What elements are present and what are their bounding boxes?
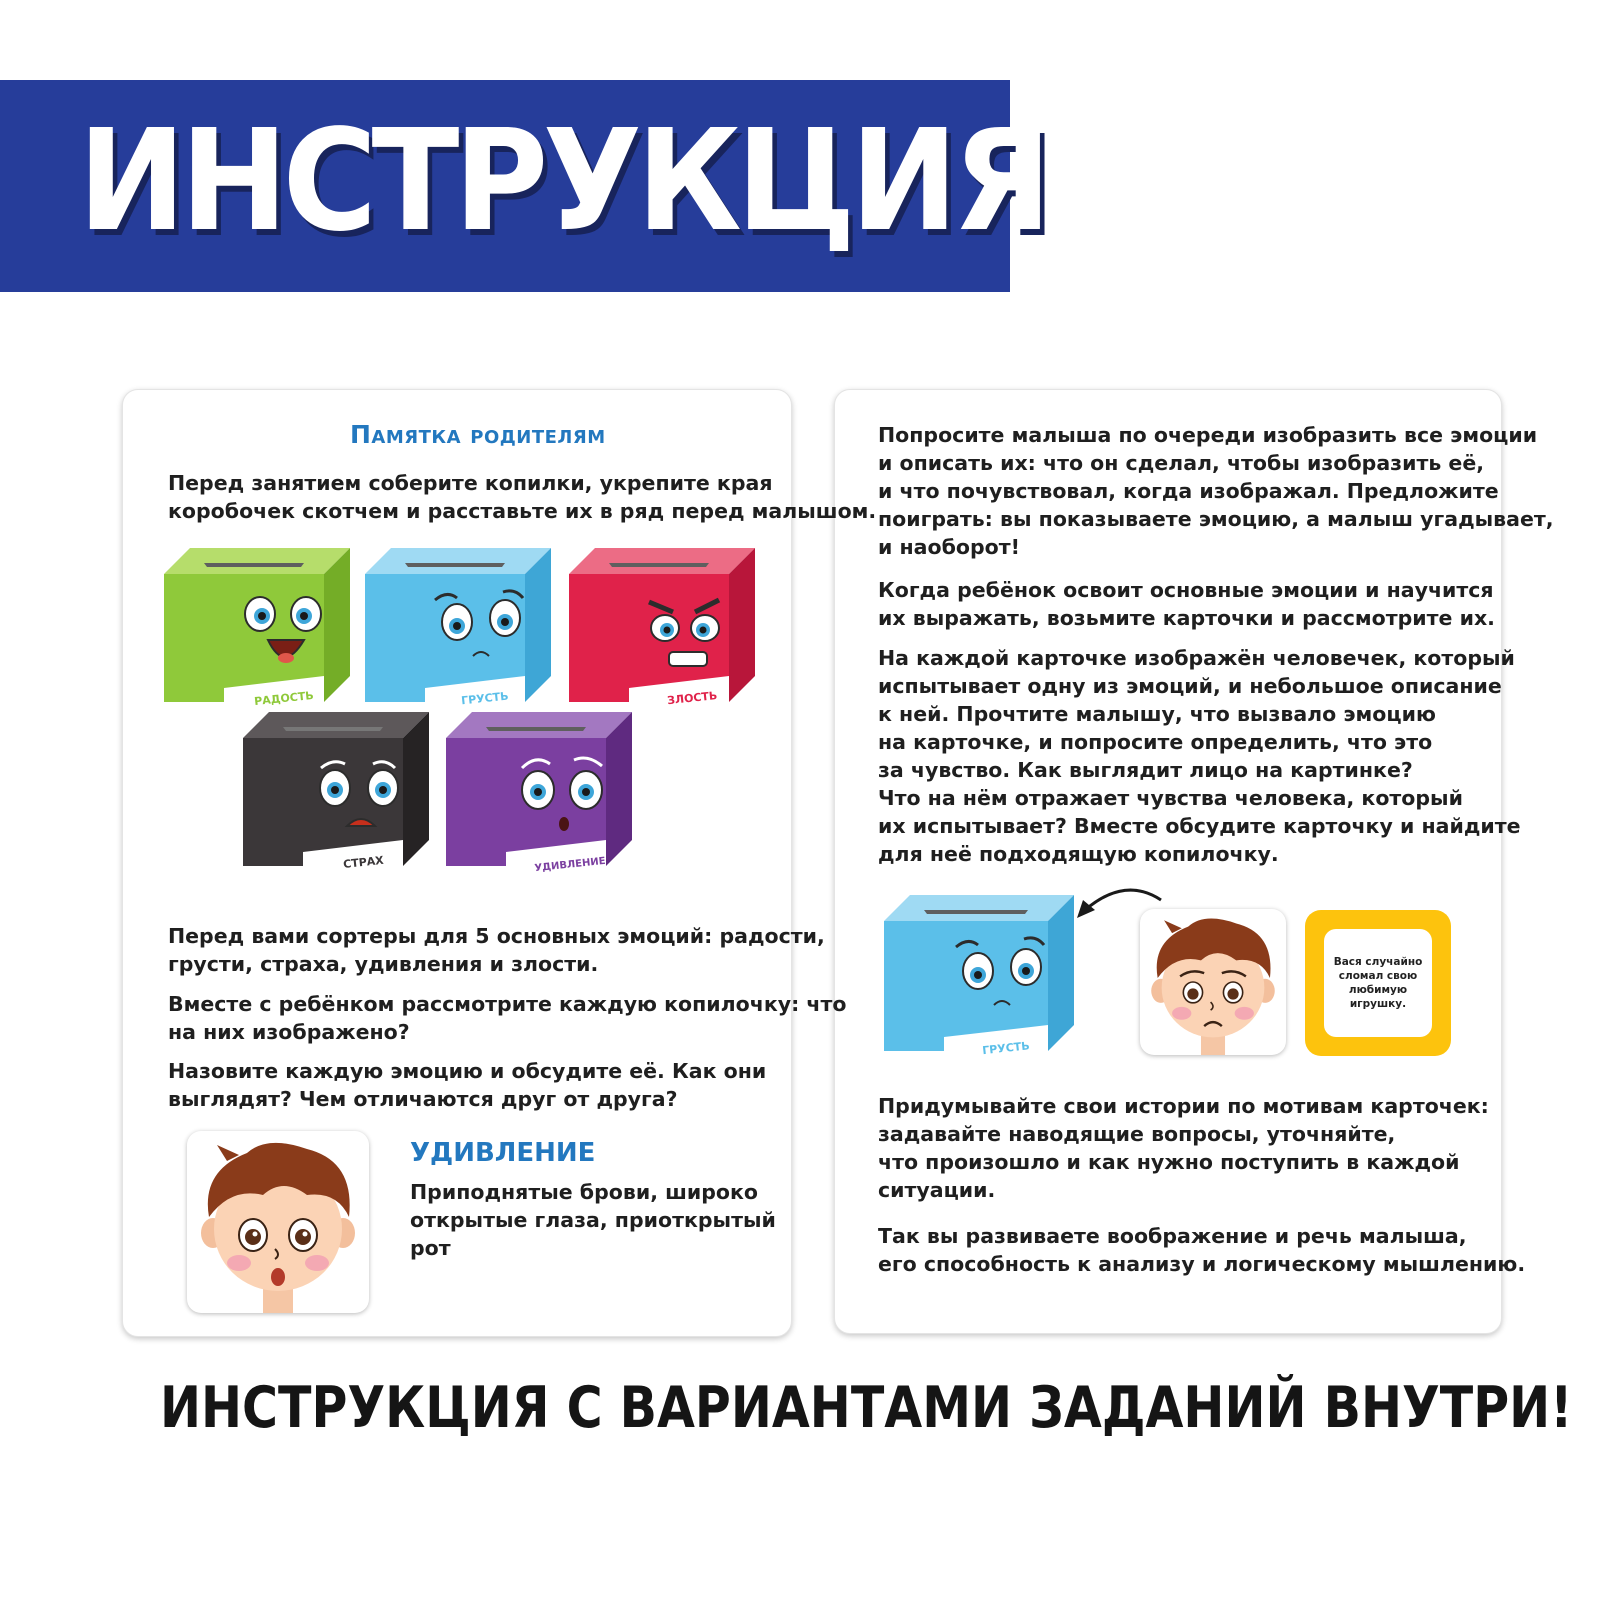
footer-caption: ИНСТРУКЦИЯ С ВАРИАНТАМИ ЗАДАНИЙ ВНУТРИ! bbox=[160, 1375, 1573, 1441]
box-fear-label: СТРАХ bbox=[342, 853, 385, 872]
sad-boy-illustration bbox=[1140, 909, 1286, 1055]
emotion-description: Приподнятые брови, широко открытые глаза, приоткрытый рот bbox=[410, 1180, 776, 1260]
right-para-stories: Придумывайте свои истории по мотивам карточек: задавайте наводящие вопросы, уточняйте, что произошло и как нужно поступить в каждой ситуации. bbox=[878, 1094, 1489, 1202]
box-fear bbox=[243, 712, 429, 884]
memo-para-look: Вместе с ребёнком рассмотрите каждую копилочку: что на них изображено? bbox=[168, 992, 847, 1044]
box-joy-label: РАДОСТЬ bbox=[253, 688, 315, 709]
example-sad-box bbox=[884, 895, 1074, 1071]
right-para-each-card: На каждой карточке изображён человечек, который испытывает одну из эмоций, и небольшое описание к ней. Прочтите малышу, что вызвало эмоцию на карточке, и попросите определить, что это за чувство. Как выглядит лицо на картинке? Что на нём отражает чувства человека, который их испытывает? Вместе обсудите карточку и найдите для неё подходящую копилочку. bbox=[878, 646, 1521, 866]
right-para-develop: Так вы развиваете воображение и речь малыша, его способность к анализу и логическому мышлению. bbox=[878, 1224, 1526, 1276]
box-sadness bbox=[365, 548, 551, 720]
example-sad-box-label: ГРУСТЬ bbox=[981, 1039, 1031, 1058]
situation-card-inner bbox=[1324, 929, 1432, 1037]
box-anger bbox=[569, 548, 755, 720]
box-anger-label: ЗЛОСТЬ bbox=[666, 689, 718, 708]
memo-intro: Перед занятием соберите копилки, укрепите края коробочек скотчем и расставьте их в ряд перед малышом. bbox=[168, 471, 877, 523]
memo-para-sorters: Перед вами сортеры для 5 основных эмоций: радости, грусти, страха, удивления и злости. bbox=[168, 924, 825, 976]
memo-title: Памятка родителям bbox=[350, 420, 606, 449]
box-joy bbox=[164, 548, 350, 720]
situation-card bbox=[1305, 910, 1451, 1056]
box-sadness-label: ГРУСТЬ bbox=[460, 689, 510, 708]
box-surprise-label: УДИВЛЕНИЕ bbox=[534, 855, 607, 875]
banner-title: ИНСТРУКЦИЯ bbox=[78, 100, 1047, 263]
situation-card-text: Вася случайно сломал свою любимую игрушку. bbox=[1333, 956, 1423, 1010]
memo-para-discuss: Назовите каждую эмоцию и обсудите её. Как они выглядят? Чем отличаются друг от друга? bbox=[168, 1059, 767, 1111]
right-para-cards: Когда ребёнок освоит основные эмоции и научится их выражать, возьмите карточки и рассмотрите их. bbox=[878, 578, 1495, 630]
surprised-boy-illustration bbox=[187, 1131, 369, 1313]
surprised-boy-card bbox=[187, 1131, 369, 1313]
emotion-name: УДИВЛЕНИЕ bbox=[410, 1138, 596, 1168]
sad-boy-card bbox=[1140, 909, 1286, 1055]
right-para-portray: Попросите малыша по очереди изобразить все эмоции и описать их: что он сделал, чтобы изобразить её, и что почувствовал, когда изображал. Предложите поиграть: вы показываете эмоцию, а малыш угадывает, и наоборот! bbox=[878, 423, 1554, 559]
box-surprise bbox=[446, 712, 632, 884]
